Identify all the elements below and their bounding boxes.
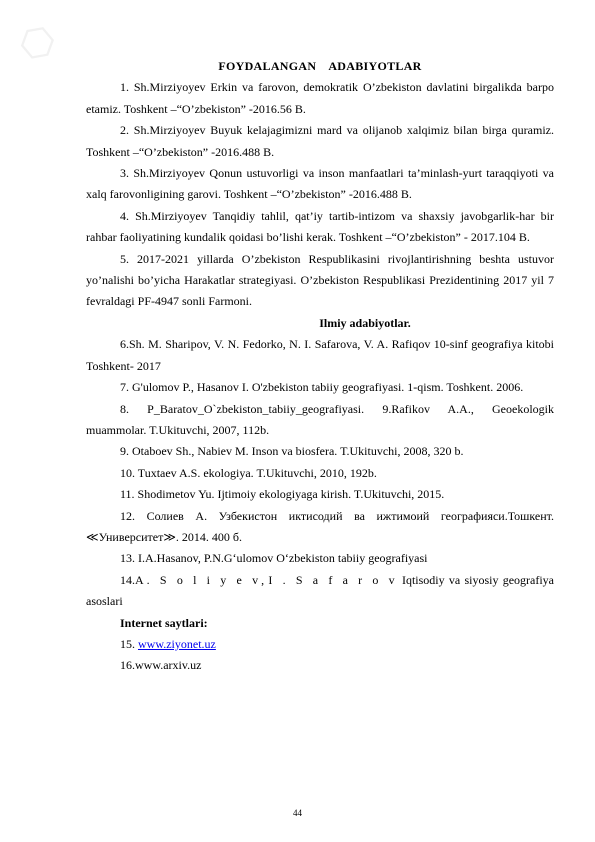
page-number: 44 [293,808,302,818]
scientific-literature-heading: Ilmiy adabiyotlar. [319,315,411,330]
reference-item: 2. Sh.Mirziyoyev Buyuk kelajagimizni mard va olijanob xalqimiz bilan birga quramiz. Toshkent –“O’zbekiston” -2016.488 B. [86,123,554,159]
reference-item: 5. 2017-2021 yillarda O’zbekiston Respublikasini rivojlantirishning beshta ustuvor yo’nalishi bo’yicha Harakatlar strategiyasi. O’zbekiston Respublikasi Prezidentining 2017 yil 7 fevraldagi PF-4947 sonli Farmoni. [86,251,554,309]
ref14-author-2: I . S a f a r o v [268,572,398,587]
ref14-separator: , [261,572,265,587]
site-item-16: 16.www.arxiv.uz [120,658,202,673]
reference-item: 6.Sh. M. Sharipov, V. N. Fedorko, N. I. Safarova, V. A. Rafiqov 10-sinf geografiya kitobi Toshkent- 2017 [86,337,554,373]
reference-item: 10. Tuxtaev A.S. ekologiya. T.Ukituvchi, 2010, 192b. [120,465,377,480]
reference-item: 13. I.A.Hasanov, P.N.G‘ulomov O‘zbekiston tabiiy geografiyasi [120,551,428,566]
site-item-15 [86,634,554,655]
reference-item: 12. Солиев А. Узбекистон иктисодий ва ижтимоий географияси.Тошкент. ≪Университет≫. 2014. 400 б. [86,508,554,544]
reference-item: 9. Otaboev Sh., Nabiev M. Inson va biosfera. T.Ukituvchi, 2008, 320 b. [120,444,464,459]
reference-item: 11. Shodimetov Yu. Ijtimoiy ekologiyaga kirish. T.Ukituvchi, 2015. [120,487,445,502]
watermark: ⬡ [9,14,66,72]
ziyonet-link[interactable]: www.ziyonet.uz [138,636,216,651]
internet-sites-heading: Internet saytlari: [120,615,208,630]
ref14-author-1: A. S o l i y e v [135,572,262,587]
reference-item: 3. Sh.Mirziyoyev Qonun ustuvorligi va inson manfaatlari ta’minlash-yurt taraqqiyoti va xalq farovonligining garovi. Toshkent –“O’zbekiston” -2016.488 B. [86,166,554,202]
reference-item: 7. G'ulomov P., Hasanov I. O'zbekiston tabiiy geografiyasi. 1-qism. Toshkent. 2006. [120,380,524,395]
reference-item-14 [86,570,554,613]
page-title [86,56,554,77]
title-word-2: ADABIYOTLAR [328,59,422,73]
reference-item: 1. Sh.Mirziyoyev Erkin va farovon, demokratik O’zbekiston davlatini birgalikda barpo etamiz. Toshkent –“O’zbekiston” -2016.56 B. [86,80,554,116]
references-section [86,56,554,677]
reference-item: 4. Sh.Mirziyoyev Tanqidiy tahlil, qat’iy tartib-intizom va shaxsiy javobgarlik-har bir rahbar faoliyatining kundalik qoidasi bo’lishi kerak. Toshkent –“O’zbekiston” - 2017.104 B. [86,208,554,245]
ref14-title: Iqtisodiy va siyosiy geografiya asoslari [86,572,555,609]
site-15-number: 15. [120,636,135,651]
ref14-number: 14. [120,572,135,587]
title-word-1: FOYDALANGAN [218,59,317,73]
reference-item: 8. P_Baratov_O`zbekiston_tabiiy_geografiyasi. 9.Rafikov A.A., Geoekologik muammolar. T.Ukituvchi, 2007, 112b. [86,401,554,437]
